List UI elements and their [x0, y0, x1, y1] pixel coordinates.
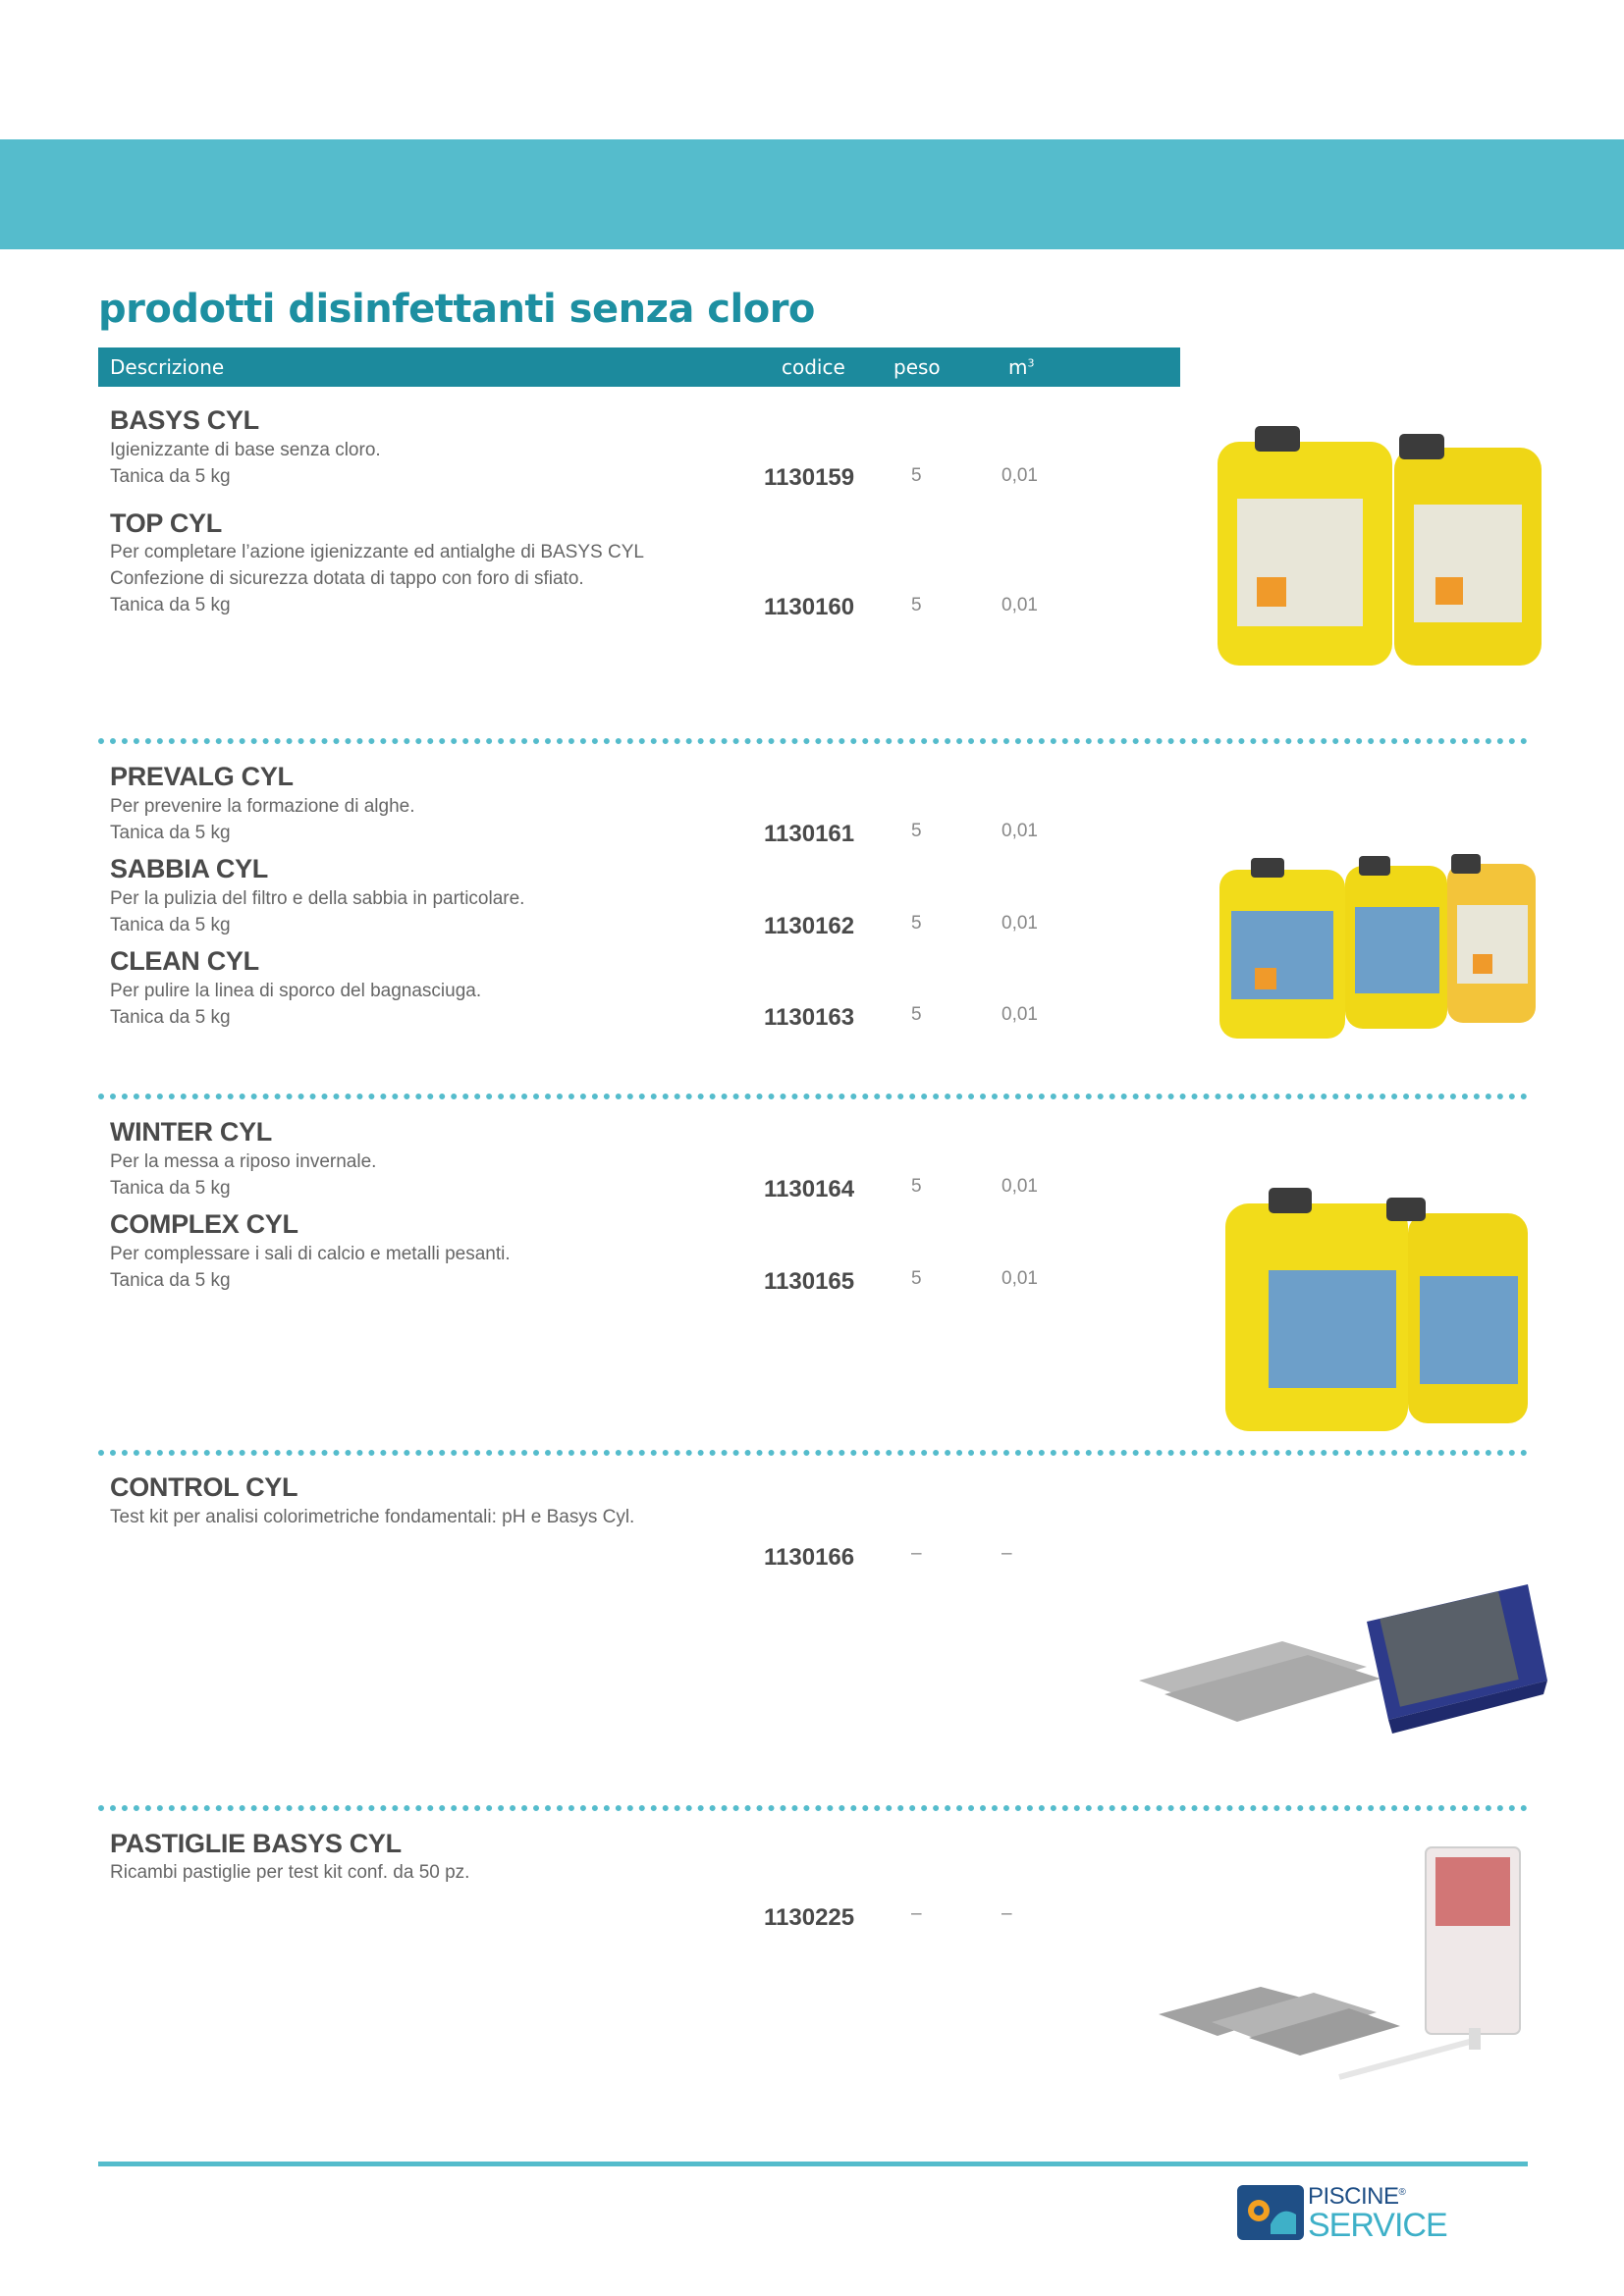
product-volume: 0,01	[1001, 913, 1038, 934]
jerrycan-pair-image	[1218, 1182, 1532, 1439]
product-name: COMPLEX CYL	[110, 1209, 298, 1239]
header-weight: peso	[893, 355, 941, 379]
product-name: SABBIA CYL	[110, 854, 269, 883]
product-code: 1130165	[764, 1268, 855, 1295]
product-description: Per completare l’azione igienizzante ed antialghe di BASYS CYL	[110, 542, 644, 562]
divider	[98, 1094, 1528, 1099]
product-description: Tanica da 5 kg	[110, 1007, 231, 1028]
logo-text-service: SERVICE	[1308, 2207, 1447, 2244]
product-weight: 5	[911, 1004, 922, 1025]
product-code: 1130225	[764, 1904, 855, 1931]
header-code: codice	[782, 355, 845, 379]
product-name: PREVALG CYL	[110, 762, 294, 791]
sun-wave-logo-icon	[1237, 2185, 1304, 2240]
product-description: Tanica da 5 kg	[110, 466, 231, 487]
logo-text-piscine: PISCINE®	[1308, 2183, 1406, 2210]
product-weight: 5	[911, 465, 922, 486]
product-volume: –	[1001, 1903, 1012, 1924]
product-code: 1130164	[764, 1176, 855, 1202]
product-code: 1130161	[764, 821, 855, 847]
product-description: Confezione di sicurezza dotata di tappo con foro di sfiato.	[110, 568, 584, 589]
tablet-refill-image	[1153, 1845, 1536, 2091]
test-kit-image	[1135, 1565, 1551, 1737]
product-name: CONTROL CYL	[110, 1472, 298, 1502]
divider	[98, 738, 1528, 744]
product-description: Test kit per analisi colorimetriche fondamentali: pH e Basys Cyl.	[110, 1507, 635, 1527]
jerrycan-pair-image	[1208, 420, 1542, 675]
product-description: Tanica da 5 kg	[110, 1270, 231, 1291]
product-description: Per prevenire la formazione di alghe.	[110, 796, 415, 817]
product-volume: –	[1001, 1543, 1012, 1564]
product-code: 1130166	[764, 1544, 855, 1571]
product-weight: 5	[911, 913, 922, 934]
product-description: Tanica da 5 kg	[110, 1178, 231, 1199]
product-description: Per la messa a riposo invernale.	[110, 1151, 377, 1172]
product-volume: 0,01	[1001, 821, 1038, 841]
product-description: Per complessare i sali di calcio e metalli pesanti.	[110, 1244, 511, 1264]
product-name: WINTER CYL	[110, 1117, 272, 1147]
table-header	[98, 347, 1180, 387]
product-description: Tanica da 5 kg	[110, 915, 231, 935]
product-weight: –	[911, 1543, 922, 1564]
product-code: 1130163	[764, 1004, 855, 1031]
product-volume: 0,01	[1001, 1268, 1038, 1289]
piscine-service-logo	[1237, 2181, 1447, 2244]
product-name: PASTIGLIE BASYS CYL	[110, 1829, 402, 1858]
product-volume: 0,01	[1001, 1176, 1038, 1197]
product-description: Tanica da 5 kg	[110, 823, 231, 843]
product-description: Tanica da 5 kg	[110, 595, 231, 615]
product-code: 1130159	[764, 464, 855, 491]
product-description: Per la pulizia del filtro e della sabbia in particolare.	[110, 888, 525, 909]
product-weight: –	[911, 1903, 922, 1924]
header-volume: $m^3$	[1008, 355, 1035, 379]
product-volume: 0,01	[1001, 1004, 1038, 1025]
page-title: prodotti disinfettanti senza cloro	[98, 287, 815, 332]
product-volume: 0,01	[1001, 595, 1038, 615]
divider	[98, 1805, 1528, 1811]
product-name: BASYS CYL	[110, 405, 259, 435]
product-weight: 5	[911, 595, 922, 615]
product-weight: 5	[911, 821, 922, 841]
product-name: TOP CYL	[110, 508, 222, 538]
product-volume: 0,01	[1001, 465, 1038, 486]
product-code: 1130160	[764, 594, 855, 620]
product-description: Per pulire la linea di sporco del bagnasciuga.	[110, 981, 482, 1001]
product-weight: 5	[911, 1176, 922, 1197]
footer-line	[98, 2162, 1528, 2166]
divider	[98, 1450, 1528, 1456]
top-color-band	[0, 139, 1624, 249]
header-description: Descrizione	[110, 355, 225, 379]
product-description: Ricambi pastiglie per test kit conf. da 50 pz.	[110, 1862, 470, 1883]
product-name: CLEAN CYL	[110, 946, 259, 976]
product-weight: 5	[911, 1268, 922, 1289]
product-code: 1130162	[764, 913, 855, 939]
jerrycan-trio-image	[1216, 852, 1540, 1048]
product-description: Igienizzante di base senza cloro.	[110, 440, 381, 460]
